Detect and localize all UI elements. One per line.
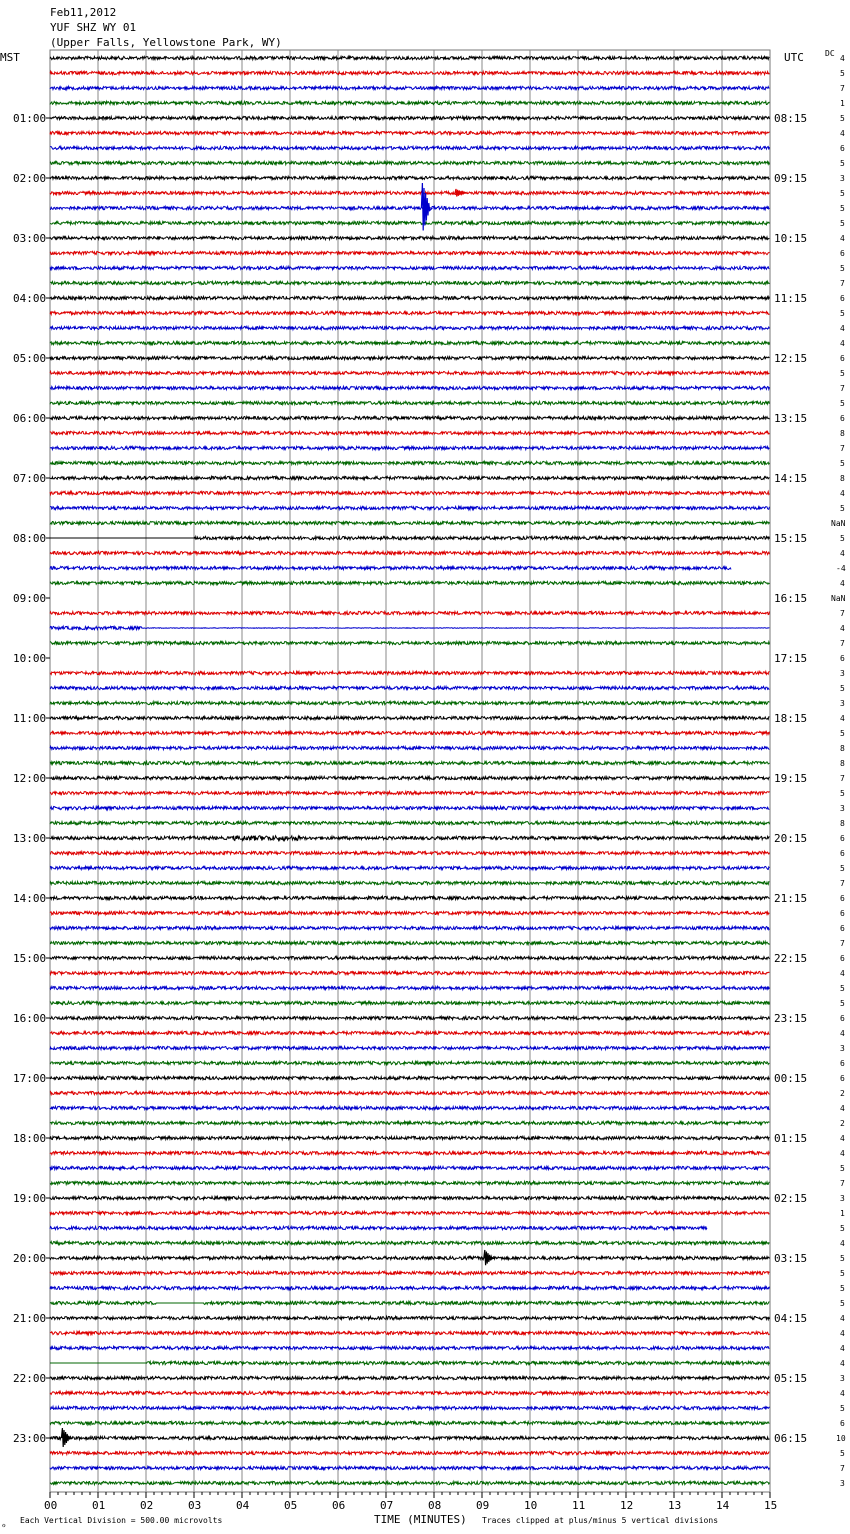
trace-row-4 (50, 116, 769, 119)
dc-offset-8: 3 (840, 174, 845, 183)
trace-row-84 (50, 1316, 769, 1319)
dc-offset-23: 5 (840, 399, 845, 408)
utc-label-0615: 06:15 (774, 1432, 808, 1445)
trace-row-12 (50, 236, 769, 239)
dc-offset-71: 2 (840, 1119, 845, 1128)
dc-offset-60: 6 (840, 954, 845, 963)
dc-offset-28: 8 (840, 474, 845, 483)
trace-row-28 (50, 476, 769, 479)
dc-offset-57: 6 (840, 909, 845, 918)
dc-offset-94: 7 (840, 1464, 845, 1473)
trace-row-90 (50, 1406, 769, 1409)
trace-row-16 (50, 296, 769, 299)
dc-offset-25: 8 (840, 429, 845, 438)
trace-row-10 (50, 206, 769, 209)
dc-offset-41: 3 (840, 669, 845, 678)
x-axis (44, 1492, 777, 1512)
trace-row-52 (50, 835, 769, 840)
utc-label-1015: 10:15 (774, 232, 808, 245)
dc-offset-10: 5 (840, 204, 845, 213)
trace-row-5 (50, 131, 769, 134)
trace-row-41 (50, 671, 769, 674)
dc-offset-93: 5 (840, 1449, 845, 1458)
trace-row-56 (50, 896, 769, 899)
trace-row-21 (50, 371, 769, 374)
utc-label-1115: 11:15 (774, 292, 808, 305)
trace-row-42 (50, 686, 769, 689)
trace-row-85 (50, 1331, 769, 1334)
dc-offset-48: 7 (840, 774, 845, 783)
trace-row-11 (50, 221, 769, 224)
trace-row-38 (50, 626, 769, 629)
dc-offset-4: 5 (840, 114, 845, 123)
dc-offset-50: 3 (840, 804, 845, 813)
mst-label-0200: 02:00 (13, 172, 47, 185)
utc-label-0815: 08:15 (774, 112, 808, 125)
dc-offset-47: 8 (840, 759, 845, 768)
dc-offset-17: 5 (840, 309, 845, 318)
footer-marker: ℴ (2, 1520, 6, 1529)
dc-offset-90: 5 (840, 1404, 845, 1413)
trace-row-76 (50, 1196, 769, 1199)
mst-label-2000: 20:00 (13, 1252, 47, 1265)
trace-row-61 (50, 971, 769, 974)
dc-offset-labels (831, 54, 846, 1488)
trace-row-45 (50, 731, 769, 734)
utc-label-1815: 18:15 (774, 712, 808, 725)
dc-offset-27: 5 (840, 459, 845, 468)
trace-row-58 (50, 926, 769, 929)
dc-offset-19: 4 (840, 339, 845, 348)
mst-tick-labels (13, 112, 50, 1445)
utc-label-0315: 03:15 (774, 1252, 808, 1265)
dc-offset-39: 7 (840, 639, 845, 648)
dc-offset-42: 5 (840, 684, 845, 693)
dc-offset-67: 6 (840, 1059, 845, 1068)
trace-row-94 (50, 1466, 769, 1469)
trace-row-73 (50, 1151, 769, 1154)
mst-label-1100: 11:00 (13, 712, 47, 725)
dc-offset-18: 4 (840, 324, 845, 333)
dc-offset-43: 3 (840, 699, 845, 708)
dc-offset-53: 6 (840, 849, 845, 858)
trace-row-14 (50, 266, 769, 269)
trace-row-2 (50, 86, 769, 89)
utc-label-1215: 12:15 (774, 352, 808, 365)
x-tick-label-2: 02 (140, 1499, 154, 1512)
x-tick-label-12: 12 (620, 1499, 634, 1512)
dc-offset-0: 4 (840, 54, 845, 63)
dc-offset-37: 7 (840, 609, 845, 618)
dc-offset-86: 4 (840, 1344, 845, 1353)
trace-row-83 (50, 1301, 769, 1304)
dc-offset-70: 4 (840, 1104, 845, 1113)
trace-row-3 (50, 101, 769, 104)
mst-label-1500: 15:00 (13, 952, 47, 965)
x-tick-label-3: 03 (188, 1499, 202, 1512)
event-spike-1 (455, 189, 466, 197)
trace-row-23 (50, 401, 769, 404)
dc-offset-91: 6 (840, 1419, 845, 1428)
trace-row-46 (50, 746, 769, 749)
mst-label-0600: 06:00 (13, 412, 47, 425)
dc-offset-79: 4 (840, 1239, 845, 1248)
dc-offset-64: 6 (840, 1014, 845, 1023)
dc-offset-13: 6 (840, 249, 845, 258)
trace-row-26 (50, 446, 769, 449)
dc-offset-61: 4 (840, 969, 845, 978)
x-tick-label-9: 09 (476, 1499, 490, 1512)
scale-note: Each Vertical Division = 500.00 microvolts (20, 1516, 223, 1525)
x-tick-label-7: 07 (380, 1499, 394, 1512)
dc-offset-84: 4 (840, 1314, 845, 1323)
trace-row-44 (50, 716, 769, 719)
dc-offset-66: 3 (840, 1044, 845, 1053)
x-tick-label-0: 00 (44, 1499, 58, 1512)
dc-offset-87: 4 (840, 1359, 845, 1368)
trace-row-29 (50, 491, 769, 494)
dc-offset-65: 4 (840, 1029, 845, 1038)
dc-offset-29: 4 (840, 489, 845, 498)
x-tick-label-8: 08 (428, 1499, 442, 1512)
dc-offset-38: 4 (840, 624, 845, 633)
trace-row-81 (50, 1271, 769, 1274)
trace-row-62 (50, 986, 769, 989)
mst-label-1600: 16:00 (13, 1012, 47, 1025)
utc-label-1315: 13:15 (774, 412, 808, 425)
trace-row-71 (50, 1121, 769, 1124)
trace-row-15 (50, 281, 769, 284)
mst-label-0300: 03:00 (13, 232, 47, 245)
dc-offset-75: 7 (840, 1179, 845, 1188)
mst-label-2100: 21:00 (13, 1312, 47, 1325)
trace-row-6 (50, 146, 769, 149)
trace-row-64 (50, 1016, 769, 1019)
trace-row-60 (50, 956, 769, 959)
dc-offset-52: 6 (840, 834, 845, 843)
trace-row-75 (50, 1181, 769, 1184)
trace-row-43 (50, 701, 769, 704)
trace-row-78 (50, 1226, 707, 1229)
utc-label-0215: 02:15 (774, 1192, 808, 1205)
trace-row-9 (50, 191, 769, 194)
dc-offset-44: 4 (840, 714, 845, 723)
trace-row-31 (50, 521, 769, 524)
x-tick-label-5: 05 (284, 1499, 298, 1512)
trace-row-51 (50, 821, 769, 824)
mst-label-0100: 01:00 (13, 112, 47, 125)
dc-offset-22: 7 (840, 384, 845, 393)
x-tick-label-4: 04 (236, 1499, 250, 1512)
trace-row-49 (50, 791, 769, 794)
dc-offset-89: 4 (840, 1389, 845, 1398)
dc-offset-77: 1 (840, 1209, 845, 1218)
trace-row-33 (50, 551, 769, 554)
dc-offset-72: 4 (840, 1134, 845, 1143)
dc-offset-92: 10 (836, 1434, 846, 1443)
trace-row-13 (50, 251, 769, 254)
mst-label-0400: 04:00 (13, 292, 47, 305)
dc-offset-80: 5 (840, 1254, 845, 1263)
x-tick-label-14: 14 (716, 1499, 730, 1512)
dc-offset-26: 7 (840, 444, 845, 453)
dc-offset-31: NaN (831, 519, 846, 528)
utc-label-1715: 17:15 (774, 652, 808, 665)
utc-label-0515: 05:15 (774, 1372, 808, 1385)
x-tick-label-13: 13 (668, 1499, 682, 1512)
dc-offset-88: 3 (840, 1374, 845, 1383)
trace-row-74 (50, 1166, 769, 1169)
trace-row-72 (50, 1136, 769, 1139)
dc-offset-58: 6 (840, 924, 845, 933)
trace-row-69 (50, 1091, 769, 1094)
dc-offset-33: 4 (840, 549, 845, 558)
mst-label-2300: 23:00 (13, 1432, 47, 1445)
utc-label-1915: 19:15 (774, 772, 808, 785)
dc-offset-16: 6 (840, 294, 845, 303)
utc-label-0915: 09:15 (774, 172, 808, 185)
dc-offset-73: 4 (840, 1149, 845, 1158)
dc-offset-21: 5 (840, 369, 845, 378)
dc-offset-69: 2 (840, 1089, 845, 1098)
trace-row-50 (50, 806, 769, 809)
utc-label-1615: 16:15 (774, 592, 808, 605)
dc-offset-2: 7 (840, 84, 845, 93)
dc-offset-34: -4 (836, 564, 846, 573)
trace-row-20 (50, 356, 769, 359)
trace-row-18 (50, 326, 769, 329)
dc-offset-46: 8 (840, 744, 845, 753)
dc-offset-54: 5 (840, 864, 845, 873)
trace-row-92 (50, 1436, 769, 1439)
utc-label-2315: 23:15 (774, 1012, 808, 1025)
dc-offset-36: NaN (831, 594, 846, 603)
utc-label-2215: 22:15 (774, 952, 808, 965)
clip-note: Traces clipped at plus/minus 5 vertical divisions (482, 1516, 719, 1525)
dc-offset-12: 4 (840, 234, 845, 243)
trace-row-1 (50, 71, 769, 74)
dc-offset-6: 6 (840, 144, 845, 153)
dc-offset-74: 5 (840, 1164, 845, 1173)
x-tick-label-1: 01 (92, 1499, 106, 1512)
trace-row-7 (50, 161, 769, 164)
x-axis-title: TIME (MINUTES) (374, 1513, 467, 1526)
dc-offset-78: 5 (840, 1224, 845, 1233)
dc-offset-49: 5 (840, 789, 845, 798)
trace-row-8 (50, 176, 769, 179)
utc-label-0415: 04:15 (774, 1312, 808, 1325)
trace-row-35 (50, 581, 769, 584)
trace-row-91 (50, 1421, 769, 1424)
dc-offset-9: 5 (840, 189, 845, 198)
trace-row-86 (50, 1346, 769, 1349)
trace-row-25 (50, 431, 769, 434)
dc-offset-3: 1 (840, 99, 845, 108)
trace-row-80 (50, 1256, 769, 1259)
utc-label-2115: 21:15 (774, 892, 808, 905)
dc-offset-14: 5 (840, 264, 845, 273)
dc-offset-5: 4 (840, 129, 845, 138)
trace-row-54 (50, 866, 769, 869)
utc-tick-labels (774, 112, 807, 1445)
trace-row-48 (50, 776, 769, 779)
trace-row-93 (50, 1451, 769, 1454)
x-tick-label-15: 15 (764, 1499, 778, 1512)
mst-label-1400: 14:00 (13, 892, 47, 905)
dc-offset-55: 7 (840, 879, 845, 888)
mst-label-0900: 09:00 (13, 592, 47, 605)
x-tick-label-10: 10 (524, 1499, 538, 1512)
mst-label-1200: 12:00 (13, 772, 47, 785)
trace-row-63 (50, 1001, 769, 1004)
dc-offset-62: 5 (840, 984, 845, 993)
dc-offset-81: 5 (840, 1269, 845, 1278)
mst-label-1900: 19:00 (13, 1192, 47, 1205)
trace-row-47 (50, 761, 769, 764)
mst-label-1700: 17:00 (13, 1072, 47, 1085)
trace-row-30 (50, 506, 769, 509)
trace-row-89 (50, 1391, 769, 1394)
dc-offset-32: 5 (840, 534, 845, 543)
header-location: (Upper Falls, Yellowstone Park, WY) (50, 36, 282, 49)
trace-row-79 (50, 1241, 769, 1244)
trace-row-87 (50, 1361, 769, 1364)
dc-offset-85: 4 (840, 1329, 845, 1338)
trace-row-37 (50, 611, 769, 614)
trace-row-0 (50, 56, 769, 59)
dc-offset-63: 5 (840, 999, 845, 1008)
dc-offset-56: 6 (840, 894, 845, 903)
dc-offset-30: 5 (840, 504, 845, 513)
mst-label-0800: 08:00 (13, 532, 47, 545)
trace-row-34 (50, 566, 731, 569)
trace-row-57 (50, 911, 769, 914)
dc-offset-68: 6 (840, 1074, 845, 1083)
trace-row-77 (50, 1211, 769, 1214)
mst-label-1800: 18:00 (13, 1132, 47, 1145)
trace-row-68 (50, 1076, 769, 1079)
x-tick-label-6: 06 (332, 1499, 346, 1512)
header-date: Feb11,2012 (50, 6, 117, 19)
trace-row-32 (50, 536, 769, 539)
trace-row-22 (50, 386, 769, 389)
trace-row-53 (50, 851, 769, 854)
dc-offset-76: 3 (840, 1194, 845, 1203)
mst-label-0700: 07:00 (13, 472, 47, 485)
mst-label-2200: 22:00 (13, 1372, 47, 1385)
x-tick-label-11: 11 (572, 1499, 586, 1512)
dc-offset-24: 6 (840, 414, 845, 423)
trace-row-82 (50, 1286, 769, 1289)
trace-row-66 (50, 1046, 769, 1049)
trace-row-27 (50, 461, 769, 464)
dc-offset-35: 4 (840, 579, 845, 588)
utc-label-0115: 01:15 (774, 1132, 808, 1145)
trace-row-70 (50, 1106, 769, 1109)
mst-label-0500: 05:00 (13, 352, 47, 365)
trace-row-39 (50, 641, 769, 644)
dc-label: DC (825, 49, 835, 58)
utc-label-1415: 14:15 (774, 472, 808, 485)
utc-label-2015: 20:15 (774, 832, 808, 845)
trace-row-95 (50, 1481, 769, 1484)
dc-offset-7: 5 (840, 159, 845, 168)
trace-row-67 (50, 1061, 769, 1064)
header-station: YUF SHZ WY 01 (50, 21, 137, 34)
dc-offset-11: 5 (840, 219, 845, 228)
mst-label-1000: 10:00 (13, 652, 47, 665)
trace-row-17 (50, 311, 769, 314)
trace-group (50, 56, 769, 1484)
trace-row-65 (50, 1031, 769, 1034)
dc-offset-45: 5 (840, 729, 845, 738)
mst-axis-label: MST (0, 51, 20, 64)
trace-row-59 (50, 941, 769, 944)
trace-row-24 (50, 416, 769, 419)
trace-row-88 (50, 1376, 769, 1379)
dc-offset-51: 8 (840, 819, 845, 828)
dc-offset-20: 6 (840, 354, 845, 363)
utc-axis-label: UTC (784, 51, 804, 64)
utc-label-1515: 15:15 (774, 532, 808, 545)
dc-offset-15: 7 (840, 279, 845, 288)
dc-offset-95: 3 (840, 1479, 845, 1488)
trace-row-55 (50, 881, 769, 884)
dc-offset-1: 5 (840, 69, 845, 78)
trace-row-19 (50, 341, 769, 344)
dc-offset-40: 6 (840, 654, 845, 663)
dc-offset-82: 5 (840, 1284, 845, 1293)
dc-offset-83: 5 (840, 1299, 845, 1308)
utc-label-0015: 00:15 (774, 1072, 808, 1085)
mst-label-1300: 13:00 (13, 832, 47, 845)
dc-offset-59: 7 (840, 939, 845, 948)
